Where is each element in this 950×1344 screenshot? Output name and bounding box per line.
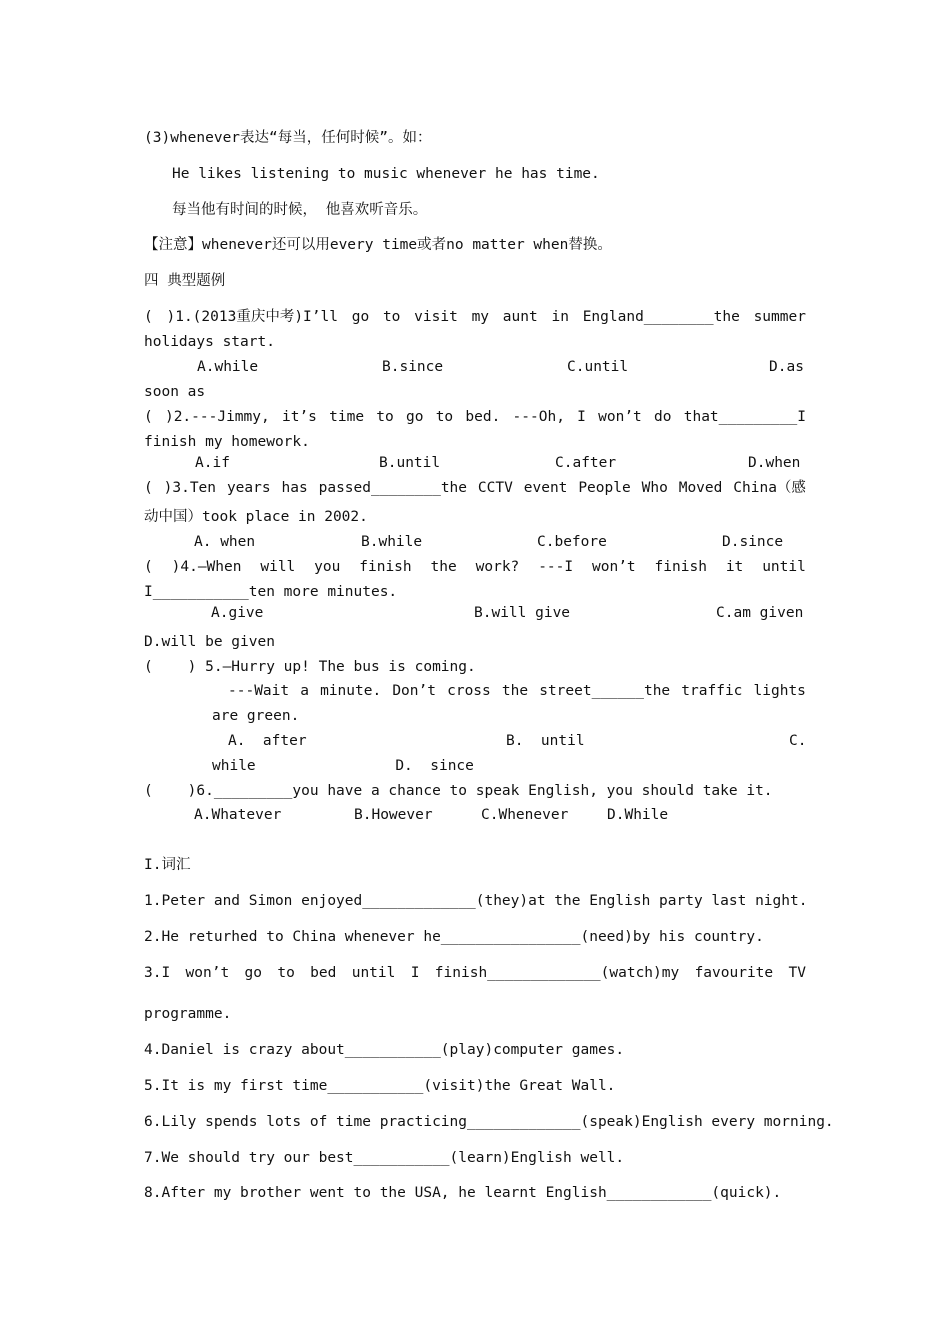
option-b: B.while: [361, 534, 423, 550]
question-6-line-1: ( )6._________you have a chance to speak English, you should take it.: [144, 783, 773, 799]
question-1-options: [197, 357, 804, 377]
question-1-option-continuation: soon as: [144, 384, 206, 400]
word: it: [725, 559, 744, 575]
word: finish_____________(watch)my: [434, 965, 680, 981]
word: the: [430, 559, 457, 575]
word: passed________the: [318, 480, 468, 496]
question-2-line-2: finish my homework.: [144, 434, 310, 450]
word: bed: [310, 965, 337, 981]
word: go: [244, 965, 263, 981]
word: do: [654, 409, 672, 425]
word: I: [410, 965, 420, 981]
vocab-item-8: 8.After my brother went to the USA, he learnt English____________(quick).: [144, 1185, 782, 1201]
word: England________the: [582, 309, 740, 325]
word: it’s: [281, 409, 317, 425]
option-d: D.While: [607, 807, 669, 823]
word: )4.—When: [171, 559, 242, 575]
word: to: [435, 409, 454, 425]
attention-note: 【注意】whenever还可以用every time或者no matter when替换。: [144, 237, 612, 253]
vocab-item-5: 5.It is my first time___________(visit)the Great Wall.: [144, 1078, 616, 1094]
word: )3.Ten: [163, 480, 217, 496]
word: )2.---Jimmy,: [164, 409, 270, 425]
word: TV: [788, 965, 806, 981]
question-2-line-1: [144, 407, 806, 427]
word: finish: [654, 559, 707, 575]
word: my: [471, 309, 490, 325]
word: that_________I: [683, 409, 806, 425]
word: )1.(2013重庆中考)I’ll: [166, 309, 338, 325]
option-c: C.am given: [716, 605, 804, 621]
option-c: C.until: [567, 359, 629, 375]
option-b: B.until: [379, 455, 441, 471]
question-5-line-3: are green.: [212, 708, 300, 724]
option-c: C.before: [537, 534, 607, 550]
note-item-3: (3)whenever表达“每当，任何时候”。如：: [144, 130, 432, 146]
option-c: C.after: [555, 455, 617, 471]
question-4-line-1: [144, 557, 806, 577]
word: won’t: [592, 559, 636, 575]
word: go: [351, 309, 370, 325]
vocab-item-2: 2.He returhed to China whenever he________________(need)by his country.: [144, 929, 764, 945]
word: favourite: [694, 965, 774, 981]
option-d: D.since: [722, 534, 784, 550]
option-b: B. until: [506, 733, 585, 749]
word: won’t: [598, 409, 642, 425]
question-3-line-1: [144, 478, 806, 498]
word: aunt: [502, 309, 538, 325]
question-4-option-continuation: D.will be given: [144, 634, 275, 650]
option-a: A.if: [195, 455, 230, 471]
word: visit: [414, 309, 458, 325]
word: to: [277, 965, 295, 981]
option-b: B.However: [354, 807, 433, 823]
question-3-line-2: 动中国）took place in 2002.: [144, 509, 368, 525]
word: (: [144, 480, 153, 496]
option-a: A. after: [228, 733, 307, 749]
word: Moved: [678, 480, 723, 496]
question-2-options: [195, 453, 800, 473]
word: CCTV: [477, 480, 513, 496]
word: ---Wait: [228, 683, 290, 699]
option-d: D.as: [769, 359, 804, 375]
word: a: [300, 683, 309, 699]
word: won’t: [185, 965, 230, 981]
question-6-options: [194, 805, 668, 825]
word: event: [523, 480, 568, 496]
question-3-options: [194, 532, 783, 552]
word: ---Oh,: [512, 409, 565, 425]
question-1-line-1: [144, 307, 806, 327]
word: until: [762, 559, 806, 575]
word: (: [144, 559, 153, 575]
question-4-options: [211, 603, 803, 623]
option-a: A. when: [194, 534, 256, 550]
word: the: [501, 683, 529, 699]
word: until: [351, 965, 396, 981]
section-heading: 四 典型题例: [144, 273, 226, 289]
question-5-options: [228, 731, 806, 751]
question-5-line-1: ( ) 5.—Hurry up! The bus is coming.: [144, 659, 476, 675]
word: Don’t: [392, 683, 436, 699]
word: street______the: [539, 683, 671, 699]
option-c: C.Whenever: [481, 807, 569, 823]
word: to: [382, 309, 401, 325]
option-a: A.give: [211, 605, 264, 621]
word: minute.: [320, 683, 382, 699]
word: China（感: [733, 480, 806, 496]
word: (: [144, 409, 153, 425]
question-4-line-2: I___________ten more minutes.: [144, 584, 398, 600]
word: 3.I: [144, 965, 171, 981]
option-b: B.since: [382, 359, 444, 375]
vocab-item-3: [144, 963, 806, 983]
vocab-item-7: 7.We should try our best___________(learn)English well.: [144, 1150, 625, 1166]
word: to: [376, 409, 394, 425]
option-c: C.: [789, 733, 807, 749]
question-5-option-continuation: while D. since: [212, 758, 474, 774]
word: summer: [753, 309, 806, 325]
word: has: [281, 480, 308, 496]
word: I: [577, 409, 586, 425]
question-1-line-2: holidays start.: [144, 334, 275, 350]
word: (: [144, 309, 153, 325]
word: cross: [447, 683, 491, 699]
question-5-line-2: [228, 681, 806, 701]
word: bed.: [465, 409, 501, 425]
vocab-item-4: 4.Daniel is crazy about___________(play)computer games.: [144, 1042, 625, 1058]
word: will: [260, 559, 296, 575]
example-chinese: 每当他有时间的时候， 他喜欢听音乐。: [172, 202, 428, 218]
word: People: [578, 480, 631, 496]
word: ---I: [538, 559, 574, 575]
word: finish: [359, 559, 412, 575]
word: you: [314, 559, 341, 575]
vocab-item-3-continuation: programme.: [144, 1006, 232, 1022]
word: in: [551, 309, 569, 325]
option-d: D.when: [748, 455, 801, 471]
option-a: A.Whatever: [194, 807, 282, 823]
word: traffic: [681, 683, 743, 699]
word: time: [329, 409, 365, 425]
vocab-item-1: 1.Peter and Simon enjoyed_____________(they)at the English party last night.: [144, 893, 808, 909]
word: work?: [475, 559, 520, 575]
vocab-item-6: 6.Lily spends lots of time practicing_____________(speak)English every morning.: [144, 1114, 834, 1130]
option-b: B.will give: [474, 605, 571, 621]
word: years: [226, 480, 271, 496]
word: go: [405, 409, 424, 425]
vocab-heading: I.词汇: [144, 857, 191, 873]
option-a: A.while: [197, 359, 259, 375]
example-english: He likes listening to music whenever he has time.: [172, 166, 600, 182]
word: lights: [753, 683, 806, 699]
word: Who: [641, 480, 668, 496]
